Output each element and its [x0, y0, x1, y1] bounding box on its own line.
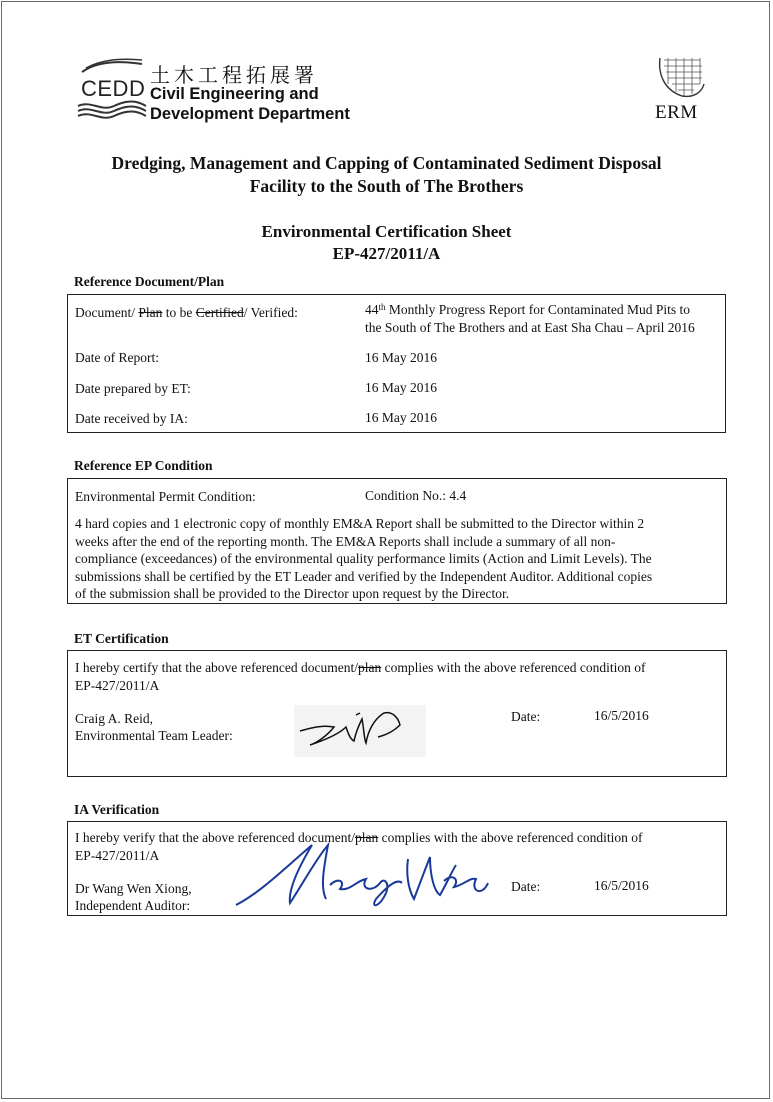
et-statement: I hereby certify that the above referenced document/plan complies with the above referenced condition of EP-427/2011/A: [75, 660, 646, 693]
condition-text-line: weeks after the end of the reporting month. The EM&A Reports shall include a summary of all non-: [75, 533, 616, 549]
et-date-value: 16/5/2016: [594, 708, 649, 723]
condition-text: [75, 515, 725, 603]
ep-condition-heading: Reference EP Condition: [74, 458, 213, 473]
et-leader-role: Environmental Team Leader:: [75, 728, 233, 743]
document-value: 44th Monthly Progress Report for Contaminated Mud Pits to the South of The Brothers and at East Sha Chau – April 2016: [365, 302, 695, 335]
date-of-report-label: Date of Report:: [75, 350, 159, 365]
cedd-logo: [76, 54, 376, 126]
ia-auditor-role: Independent Auditor:: [75, 898, 191, 913]
dept-name-line2: Development Department: [150, 105, 350, 123]
project-title-line2: Facility to the South of The Brothers: [249, 176, 524, 196]
et-certification-heading: ET Certification: [74, 631, 169, 646]
et-signature: [294, 701, 429, 759]
project-title-line1: Dredging, Management and Capping of Contaminated Sediment Disposal: [111, 153, 662, 173]
condition-text-line: 4 hard copies and 1 electronic copy of monthly EM&A Report shall be submitted to the Director within 2: [75, 516, 645, 531]
reference-document-heading: Reference Document/Plan: [74, 274, 225, 289]
ia-date-value: 16/5/2016: [594, 878, 649, 893]
ep-condition-box: [67, 478, 727, 604]
et-date-label: Date:: [511, 709, 541, 724]
certification-sheet: [1, 1, 770, 1099]
date-received-label: Date received by IA:: [75, 411, 188, 426]
date-received-value: 16 May 2016: [365, 410, 437, 425]
condition-text-line: compliance (exceedances) of the environmental quality performance limits (Action and Limit Levels). The: [75, 551, 652, 566]
et-certification-box: [67, 650, 727, 777]
date-of-report-value: 16 May 2016: [365, 350, 437, 365]
date-prepared-value: 16 May 2016: [365, 380, 437, 395]
document-label: Document/ Plan to be Certified/ Verified:: [75, 305, 298, 320]
erm-logo: [652, 54, 708, 124]
condition-text-line: submissions shall be certified by the ET Leader and verified by the Independent Auditor. Additional copies: [75, 568, 653, 584]
dept-name-chinese: 土木工程拓展署: [150, 63, 318, 87]
permit-condition-label: Environmental Permit Condition:: [75, 489, 256, 504]
ia-date-label: Date:: [511, 879, 541, 894]
ia-auditor-name: Dr Wang Wen Xiong,: [75, 881, 192, 896]
condition-text-line: of the submission shall be provided to the Director upon request by the Director.: [75, 586, 510, 601]
et-leader-name: Craig A. Reid,: [75, 711, 153, 726]
sheet-title: Environmental Certification Sheet: [261, 222, 512, 241]
erm-globe-icon: [654, 54, 706, 100]
ep-number: EP-427/2011/A: [332, 244, 441, 263]
ia-verification-heading: IA Verification: [74, 802, 160, 817]
ia-statement: I hereby verify that the above referenced document/plan complies with the above referenced condition of EP-427/2011/A: [75, 830, 643, 863]
dept-name-line1: Civil Engineering and: [150, 85, 319, 103]
date-prepared-label: Date prepared by ET:: [75, 381, 191, 396]
cedd-logo-text: CEDD: [81, 76, 146, 101]
reference-document-box: [67, 294, 726, 433]
erm-logo-text: ERM: [655, 102, 698, 123]
condition-number: Condition No.: 4.4: [365, 488, 467, 503]
ia-signature: [230, 837, 492, 917]
